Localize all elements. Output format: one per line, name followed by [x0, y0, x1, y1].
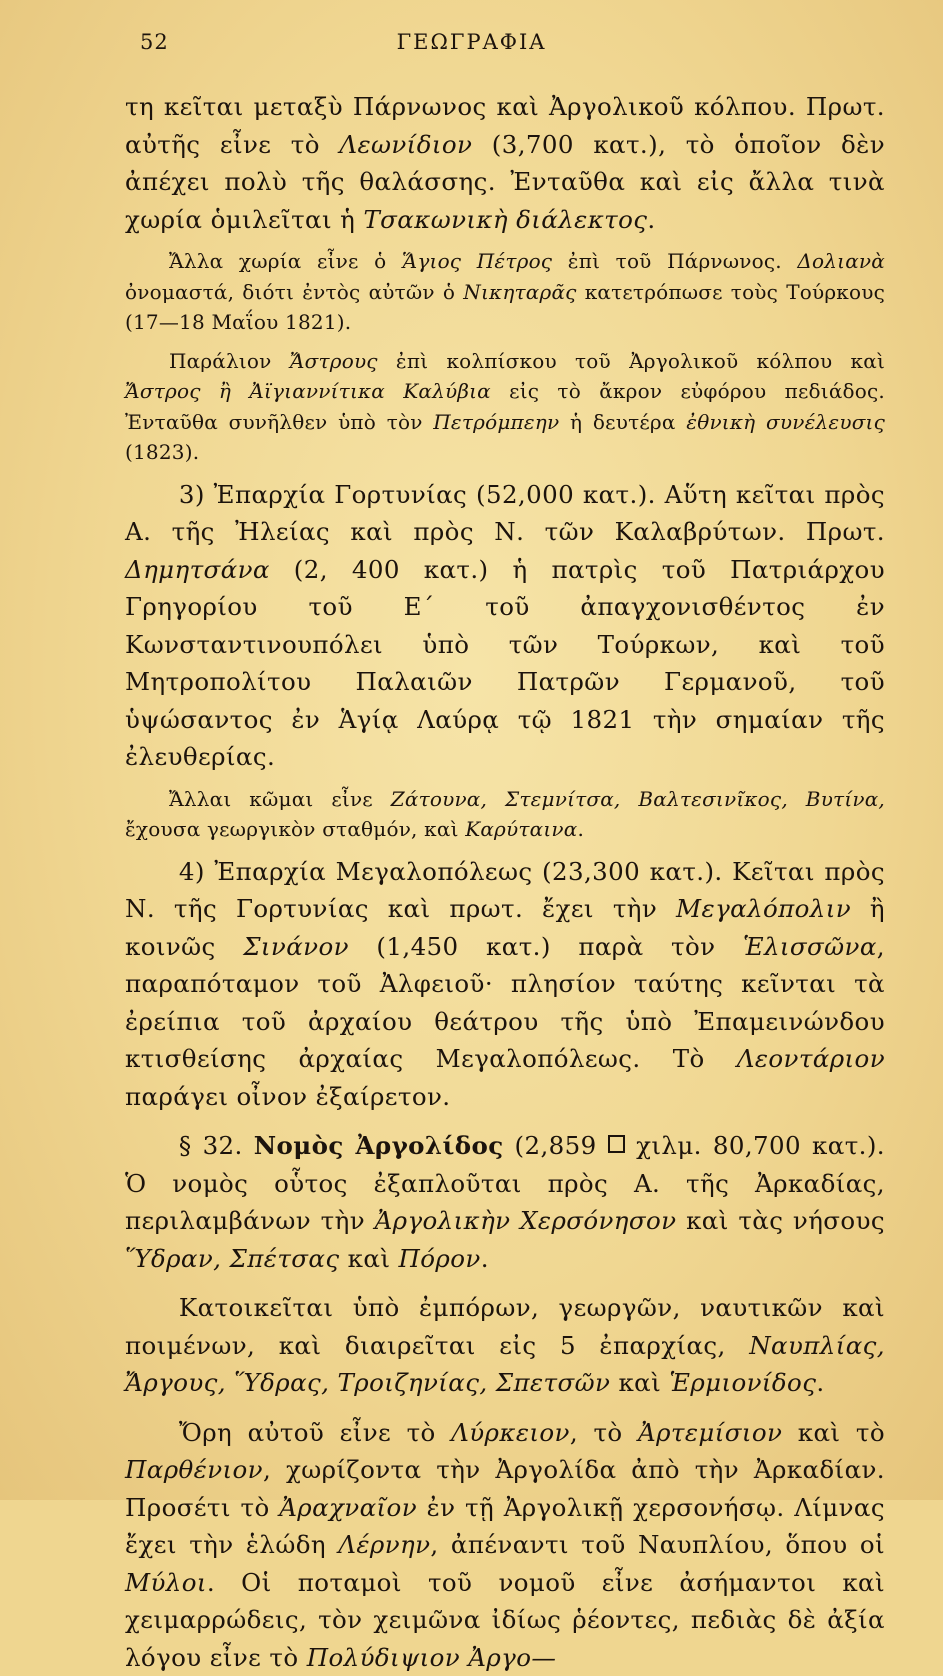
paragraph-gortynia-villages: Ἄλλαι κῶμαι εἶνε Ζάτουνα, Στεμνίτσα, Βαλτεσινῖκος, Βυτίνα, ἔχουσα γεωργικὸν σταθμόν, καὶ Καρύταινα. — [125, 784, 885, 845]
section-heading: Νομὸς Ἀργολίδος — [254, 1131, 504, 1160]
paragraph-argolis-mountains: Ὄρη αὐτοῦ εἶνε τὸ Λύρκειον, τὸ Ἀρτεμίσιον καὶ τὸ Παρθένιον, χωρίζοντα τὴν Ἀργολίδα ἀπὸ τὴν Ἀρκαδίαν. Προσέτι τὸ Ἀραχναῖον ἐν τῇ Ἀργολικῇ χερσονήσῳ. Λίμνας ἔχει τὴν ἑλώδη Λέρνην, ἀπέναντι τοῦ Ναυπλίου, ὅπου οἱ Μύλοι. Οἱ ποταμοὶ τοῦ νομοῦ εἶνε ἀσήμαντοι καὶ χειμαρρώδεις, τὸν χειμῶνα ἰδίως ῥέοντες, πεδιὰς δὲ ἀξία λόγου εἶνε τὸ Πολύδιψιον Ἀργο— — [125, 1414, 885, 1676]
paragraph-astros: Παράλιον Ἄστρους ἐπὶ κολπίσκου τοῦ Ἀργολικοῦ κόλπου καὶ Ἄστρος ἢ Ἀϊγιαννίτικα Καλύβια εἰς τὸ ἄκρον εὐφόρου πεδιάδος. Ἐνταῦθα συνῆλθεν ὑπὸ τὸν Πετρόμπεην ἡ δευτέρα ἐθνικὴ συνέλευσις (1823). — [125, 346, 885, 468]
paragraph-kynouria: τη κεῖται μεταξὺ Πάρνωνος καὶ Ἀργολικοῦ κόλπου. Πρωτ. αὐτῆς εἶνε τὸ Λεωνίδιον (3,700 κατ.), τὸ ὁποῖον δὲν ἀπέχει πολὺ τῆς θαλάσσης. Ἐνταῦθα καὶ εἰς ἄλλα τινὰ χωρία ὁμιλεῖται ἡ Τσακωνικὴ διάλεκτος. — [125, 88, 885, 238]
square-symbol-icon — [608, 1135, 625, 1152]
page-header — [0, 30, 943, 66]
page-body — [125, 88, 885, 1676]
section-32-argolis: § 32. Νομὸς Ἀργολίδος (2,859 χιλμ. 80,700 κατ.). Ὁ νομὸς οὗτος ἐξαπλοῦται πρὸς Α. τῆς Ἀρκαδίας, περιλαμβάνων τὴν Ἀργολικὴν Χερσόνησον καὶ τὰς νήσους Ὕδραν, Σπέτσας καὶ Πόρον. — [125, 1127, 885, 1277]
paragraph-megalopolis: 4) Ἐπαρχία Μεγαλοπόλεως (23,300 κατ.). Κεῖται πρὸς Ν. τῆς Γορτυνίας καὶ πρωτ. ἔχει τὴν Μεγαλόπολιν ἢ κοινῶς Σινάνον (1,450 κατ.) παρὰ τὸν Ἑλισσῶνα, παραπόταμον τοῦ Ἀλφειοῦ· πλησίον ταύτης κεῖνται τὰ ἐρείπια τοῦ ἀρχαίου θεάτρου τῆς ὑπὸ Ἐπαμεινώνδου κτισθείσης ἀρχαίας Μεγαλοπόλεως. Τὸ Λεοντάριον παράγει οἶνον ἐξαίρετον. — [125, 853, 885, 1116]
running-title: ΓΕΩΓΡΑΦΙΑ — [0, 30, 943, 54]
paragraph-argolis-population: Κατοικεῖται ὑπὸ ἐμπόρων, γεωργῶν, ναυτικῶν καὶ ποιμένων, καὶ διαιρεῖται εἰς 5 ἐπαρχίας, Ναυπλίας, Ἄργους, Ὕδρας, Τροιζηνίας, Σπετσῶν καὶ Ἑρμιονίδος. — [125, 1289, 885, 1402]
paragraph-gortynia: 3) Ἐπαρχία Γορτυνίας (52,000 κατ.). Αὕτη κεῖται πρὸς Α. τῆς Ἠλείας καὶ πρὸς Ν. τῶν Καλαβρύτων. Πρωτ. Δημητσάνα (2, 400 κατ.) ἡ πατρὶς τοῦ Πατριάρχου Γρηγορίου τοῦ Ε΄ τοῦ ἀπαγχονισθέντος ἐν Κωνσταντινουπόλει ὑπὸ τῶν Τούρκων, καὶ τοῦ Μητροπολίτου Παλαιῶν Πατρῶν Γερμανοῦ, τοῦ ὑψώσαντος ἐν Ἁγίᾳ Λαύρᾳ τῷ 1821 τὴν σημαίαν τῆς ἐλευθερίας. — [125, 476, 885, 776]
page-number: 52 — [140, 30, 169, 54]
paragraph-villages: Ἄλλα χωρία εἶνε ὁ Ἅγιος Πέτρος ἐπὶ τοῦ Πάρνωνος. Δολιανὰ ὀνομαστά, διότι ἐντὸς αὐτῶν ὁ Νικηταρᾶς κατετρόπωσε τοὺς Τούρκους (17—18 Μαΐου 1821). — [125, 246, 885, 338]
